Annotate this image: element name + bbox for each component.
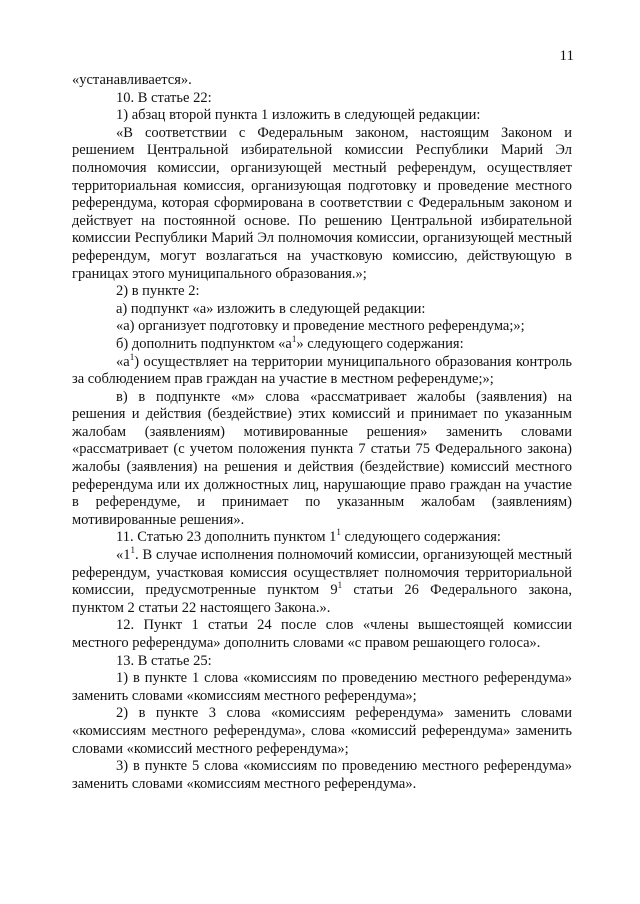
paragraph-article-22-heading: 10. В статье 22: [116, 89, 212, 106]
text-run: ) осуществляет на территории муниципального образования контроль за соблюдением прав граждан на участие в местном референдуме;»; [72, 353, 572, 388]
paragraph-quote-new-wording: «В соответствии с Федеральным законом, настоящим Законом и решением Центральной избирательной комиссии Республики Марий Эл полномочия комиссии, организующей местный референдум, осуществляет территориальная комиссия, организующая подготовку и проведение местного референдума, которая сформирована в соответствии с Федеральным законом и действует на постоянной основе. По решению Центральной избирательной комиссии Республики Марий Эл полномочия комиссии, организующей местный референдум, могут возлагаться на участковую комиссию, действующую в границах этого муниципального образования.»; [72, 124, 572, 282]
text-run: следующего содержания: [340, 529, 501, 546]
paragraph-subitem-a: а) подпункт «а» изложить в следующей редакции: [116, 300, 426, 317]
text-run: » следующего содержания: [296, 335, 464, 352]
paragraph-item-1: 1) абзац второй пункта 1 изложить в следующей редакции: [116, 107, 481, 124]
document-body [72, 72, 572, 793]
paragraph-quote-1-1 [72, 547, 572, 617]
paragraph-article-25-item-1: 1) в пункте 1 слова «комиссиям по проведению местного референдума» заменить словами «комиссиям местного референдума»; [72, 670, 572, 704]
paragraph-item-2: 2) в пункте 2: [116, 283, 200, 300]
superscript: 1 [337, 580, 343, 591]
page-number: 11 [559, 48, 574, 64]
paragraph-article-25-item-3: 3) в пункте 5 слова «комиссиям по проведению местного референдума» заменить словами «комиссиям местного референдума». [72, 758, 572, 792]
paragraph-continuation: «устанавливается». [72, 72, 192, 88]
paragraph-article-24: 12. Пункт 1 статьи 24 после слов «члены вышестоящей комиссии местного референдума» дополнить словами «с правом решающего голоса». [72, 617, 572, 651]
text-run: б) дополнить подпунктом «а [116, 335, 292, 352]
paragraph-article-25-item-2: 2) в пункте 3 слова «комиссиям референдума» заменить словами «комиссиям местного референдума», слова «комиссий референдума» заменить словами «комиссий местного референдума»; [72, 705, 572, 757]
superscript: 1 [129, 351, 135, 362]
superscript: 1 [130, 545, 135, 556]
paragraph-article-25-heading: 13. В статье 25: [116, 652, 212, 669]
text-run: «а [116, 353, 130, 370]
paragraph-article-23 [72, 529, 572, 547]
paragraph-subitem-b [72, 336, 572, 354]
text-run: статьи 26 Федерального закона, пунктом 2 статьи 22 настоящего Закона.». [72, 582, 572, 616]
text-run: . В случае исполнения полномочий комиссии, организующей местный референдум, участковая комиссия осуществляет полномочия территориальной комиссии, предусмотренные пунктом 9 [72, 547, 572, 599]
superscript: 1 [291, 334, 297, 345]
text-run: 11. Статью 23 дополнить пунктом 1 [116, 529, 337, 546]
paragraph-quote-a: «а) организует подготовку и проведение местного референдума;»; [116, 318, 525, 335]
paragraph-subitem-v: в) в подпункте «м» слова «рассматривает жалобы (заявления) на решения и действия (бездействие) этих комиссий и принимает по указанным жалобам (заявлениям) мотивированные решения» заменить словами «рассматривает (с учетом положения пункта 7 статьи 75 Федерального закона) жалобы (заявления) на решения и действия (бездействие) комиссий местного референдума или их должностных лиц, нарушающие право граждан на участие в референдуме, и принимает по указанным жалобам (заявлениям) мотивированные решения». [72, 388, 572, 528]
paragraph-quote-a1 [72, 351, 572, 389]
superscript: 1 [336, 527, 341, 538]
text-run: «1 [116, 547, 131, 564]
